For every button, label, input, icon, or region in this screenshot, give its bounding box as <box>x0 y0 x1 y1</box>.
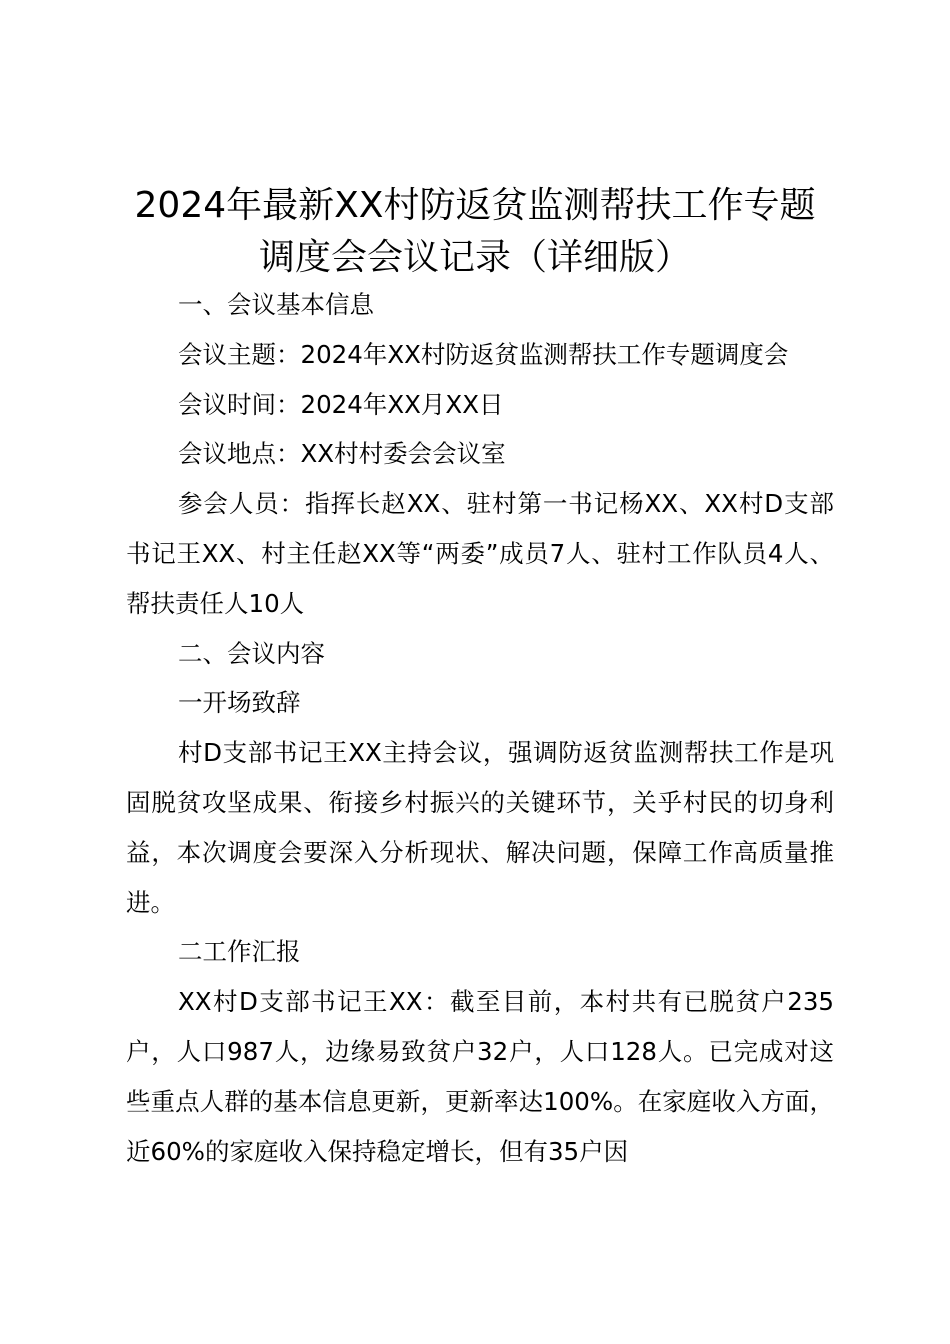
section-heading-basic-info: 一、会议基本信息 <box>178 290 374 319</box>
meeting-attendees: 参会人员：指挥长赵XX、驻村第一书记杨XX、XX村D支部书记王XX、村主任赵XX等“两委”成员7人、驻村工作队员4人、帮扶责任人10人 <box>126 489 834 618</box>
report-paragraph: XX村D支部书记王XX：截至目前，本村共有已脱贫户235户，人口987人，边缘易致贫户32户，人口128人。已完成对这些重点人群的基本信息更新，更新率达100%。在家庭收入方面，近60%的家庭收入保持稳定增长，但有35户因 <box>126 987 834 1166</box>
subheading-report: 二工作汇报 <box>178 937 301 967</box>
document-title-line-2: 调度会会议记录（详细版） <box>258 237 691 278</box>
meeting-topic: 会议主题：2024年XX村防返贫监测帮扶工作专题调度会 <box>178 339 789 369</box>
meeting-location: 会议地点：XX村村委会会议室 <box>178 439 506 469</box>
section-heading-content: 二、会议内容 <box>178 638 325 668</box>
document-title-line-1: 2024年最新XX村防返贫监测帮扶工作专题 <box>134 185 816 226</box>
opening-paragraph: 村D支部书记王XX主持会议，强调防返贫监测帮扶工作是巩固脱贫攻坚成果、衔接乡村振兴的关键环节，关乎村民的切身利益，本次调度会要深入分析现状、解决问题，保障工作高质量推进。 <box>126 738 834 917</box>
meeting-time: 会议时间：2024年XX月XX日 <box>178 389 504 419</box>
document-body <box>126 280 834 1176</box>
subheading-opening: 一开场致辞 <box>178 688 301 718</box>
